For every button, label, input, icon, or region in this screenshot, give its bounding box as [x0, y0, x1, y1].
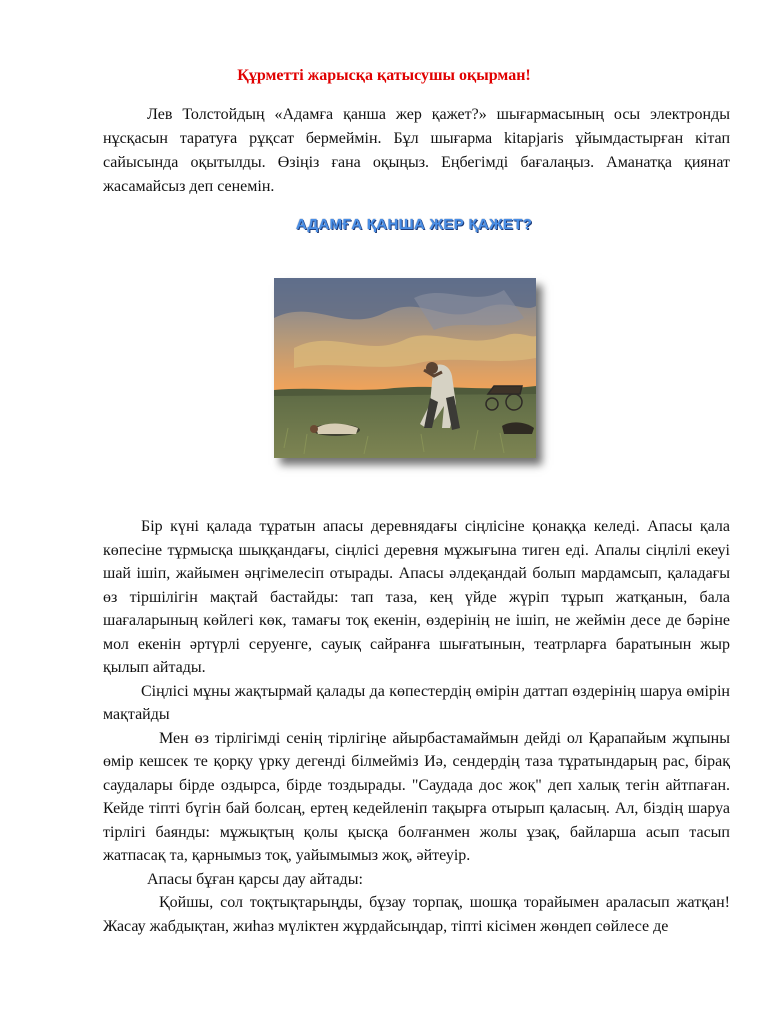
story-paragraph: Бір күні қалада тұратын апасы деревнядағы сіңлісіне қонаққа келеді. Апасы қала көпесіне тұрмысқа шыққандағы, сіңлісі деревня мұжығына тиген еді. Апалы сіңлілі екеуі шай ішіп, жайымен әңгімелесіп отырады. Апасы әлдеқандай болып мардамсып, қаладағы өз тіршілігін мақтай бастайды: тап таза, кең үйде жүріп тұрып жатқанын, бала шағаларының көйлегі көк, тамағы тоқ екенін, өздерінің не ішіп, не жеймін десе де бәріне мол екенін әртүрлі серуенге, сауық сайранға шығатынын, театрларға баратынын жыр қылып айтады. — [103, 518, 730, 676]
story-paragraph: Апасы бұған қарсы дау айтады: — [147, 870, 363, 888]
story-paragraph: Сіңлісі мұны жақтырмай қалады да көпестердің өмірін даттап өздерінің шаруа өмірін мақтайды — [103, 682, 730, 723]
notice-paragraph: Лев Толстойдың «Адамға қанша жер қажет?» шығармасының осы электронды нұсқасын таратуға рұқсат бермеймін. Бұл шығарма kitapjaris ұйымдастырған кітап сайысында оқытылды. Өзіңіз ғана оқыңыз. Еңбегімді бағалаңыз. Аманатқа қиянат жасамайсыз деп сенемін. — [103, 106, 730, 195]
story-paragraph: Қойшы, сол тоқтықтарыңды, бұзау торпақ, шошқа торайымен араласып жатқан! Жасау жабдықтан, жиһаз мүліктен жұрдайсыңдар, тіпті кісімен жөндеп сөйлесе де — [103, 894, 730, 935]
story-title: АДАМҒА ҚАНША ЖЕР ҚАЖЕТ? — [295, 216, 533, 233]
painting-image — [274, 278, 536, 458]
notice-title: Құрметті жарысқа қатысушы оқырман! — [237, 67, 531, 84]
illustration-painting — [274, 278, 536, 458]
story-paragraph: Мен өз тірлігімді сенің тірлігіңе айырбастамаймын дейді ол Қарапайым жұпыны өмір кешсек те қорқу үрку дегенді білмейміз Иә, сендердің таза тұратындарың рас, бірақ саудалары бірде оздырса, бірде тоздырады. "Саудада дос жоқ" деп халық тегін айтпаған. Кейде тіпті бүгін бай болсаң, ертең кедейленіп тақырға отырып қаласың. Ал, біздің шаруа тірлігі баянды: мұжықтың қолы қысқа болғанмен жолы ұзақ, байларша асып тасып жатпасақ та, қарнымыз тоқ, уайымымыз жоқ, әйтеуір. — [103, 729, 730, 864]
story-body — [103, 515, 730, 938]
